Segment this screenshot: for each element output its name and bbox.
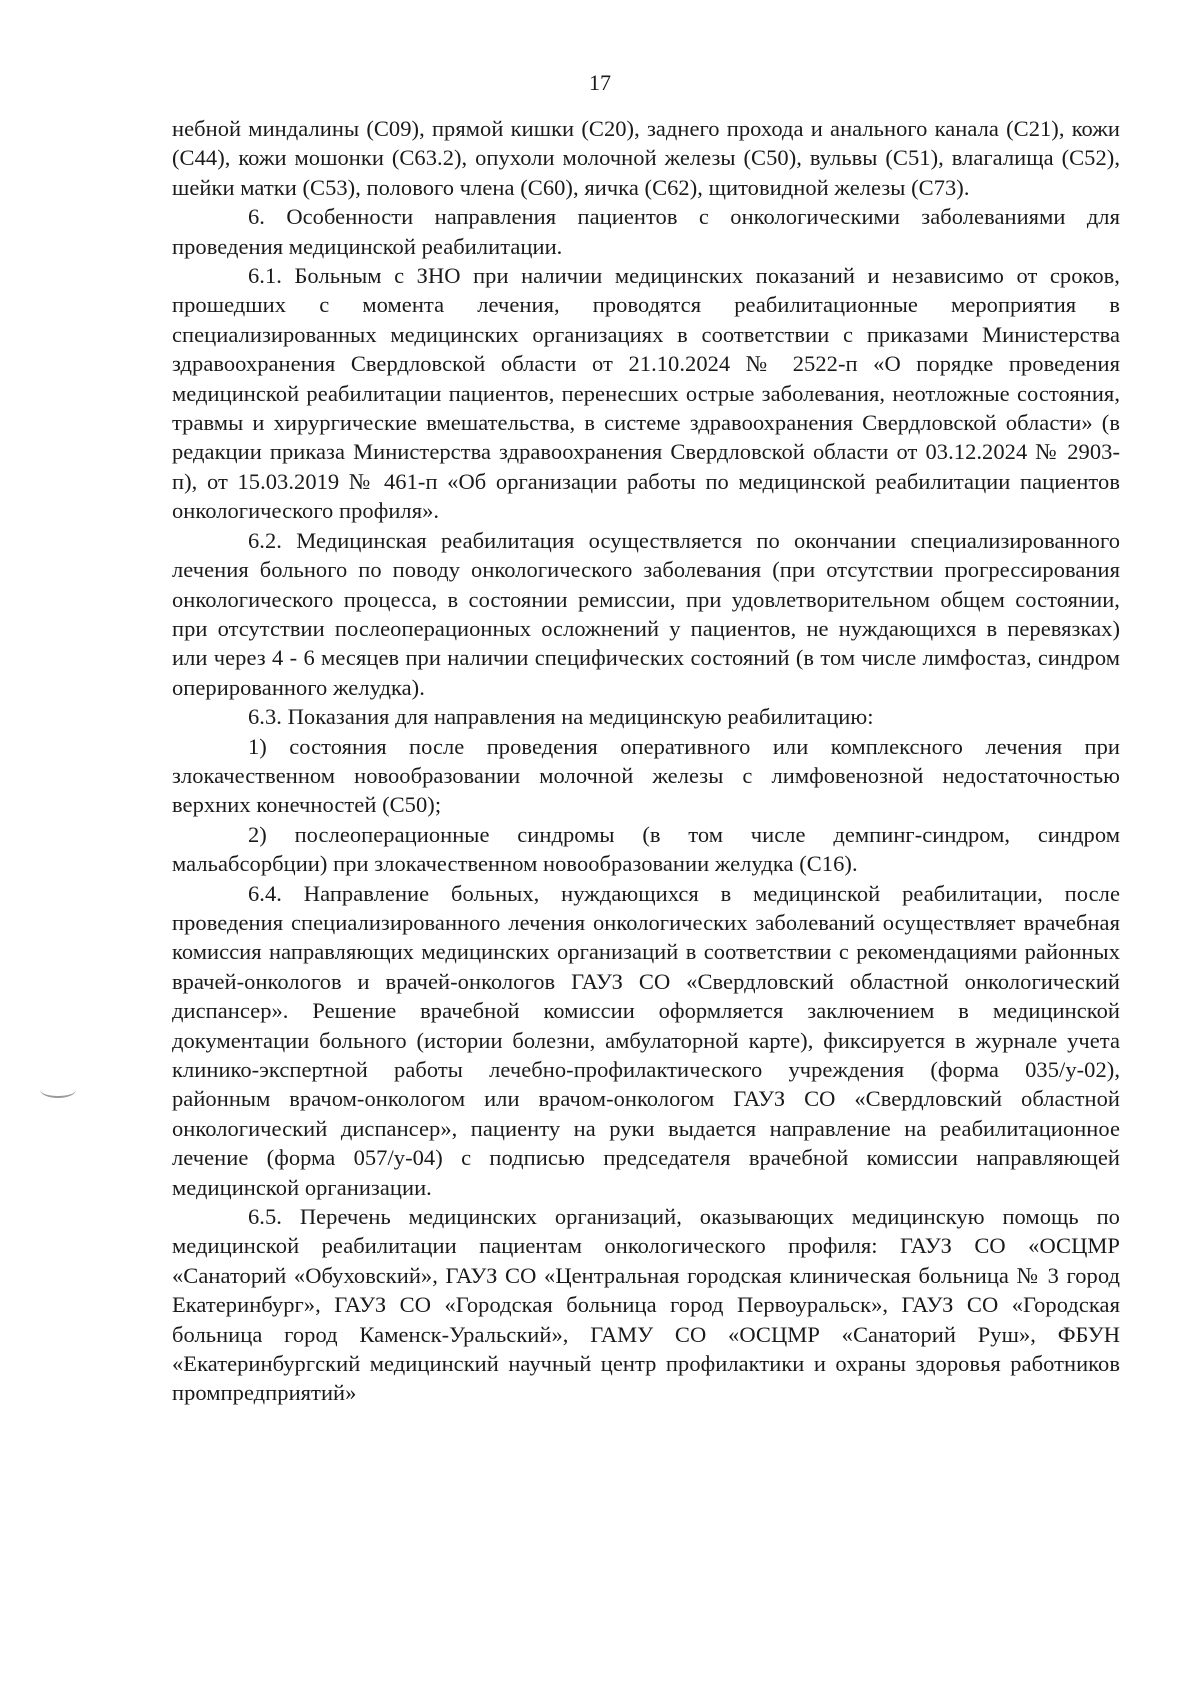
- document-body: [172, 114, 1120, 1408]
- list-item-2: 2) послеоперационные синдромы (в том числе демпинг-синдром, синдром мальабсорбции) при злокачественном новообразовании желудка (С16).: [172, 821, 1120, 877]
- paragraph-6-5: 6.5. Перечень медицинских организаций, оказывающих медицинскую помощь по медицинской реабилитации пациентам онкологического профиля: ГАУЗ СО «ОСЦМР «Санаторий «Обуховский», ГАУЗ СО «Центральная городская клиническая больница № 3 город Екатеринбург», ГАУЗ СО «Городская больница город Первоуральск», ГАУЗ СО «Городская больница город Каменск-Уральский», ГАМУ СО «ОСЦМР «Санаторий Руш», ФБУН «Екатеринбургский медицинский научный центр профилактики и охраны здоровья работников промпредприятий»: [172, 1204, 1120, 1406]
- paragraph-6-4: 6.4. Направление больных, нуждающихся в медицинской реабилитации, после проведения специализированного лечения онкологических заболеваний осуществляет врачебная комиссия направляющих медицинских организаций в соответствии с рекомендациями районных врачей-онкологов и врачей-онкологов ГАУЗ СО «Свердловский областной онкологический диспансер». Решение врачебной комиссии оформляется заключением в медицинской документации больного (истории болезни, амбулаторной карте), фиксируется в журнале учета клинико-экспертной работы лечебно-профилактического учреждения (форма 035/у-02), районным врачом-онкологом или врачом-онкологом ГАУЗ СО «Свердловский областной онкологический диспансер», пациенту на руки выдается направление на реабилитационное лечение (форма 057/у-04) с подписью председателя врачебной комиссии направляющей медицинской организации.: [172, 880, 1120, 1200]
- list-item-1: 1) состояния после проведения оперативного или комплексного лечения при злокачественном новообразовании молочной железы с лимфовенозной недостаточностью верхних конечностей (С50);: [172, 733, 1120, 818]
- paragraph-continuation: небной миндалины (С09), прямой кишки (С20), заднего прохода и анального канала (С21), кожи (С44), кожи мошонки (С63.2), опухоли молочной железы (С50), вульвы (С51), влагалища (С52), шейки матки (С53), полового члена (С60), яичка (С62), щитовидной железы (С73).: [172, 116, 1120, 200]
- paragraph-6-2: 6.2. Медицинская реабилитация осуществляется по окончании специализированного лечения больного по поводу онкологического заболевания (при отсутствии прогрессирования онкологического процесса, в состоянии ремиссии, при удовлетворительном общем состоянии, при отсутствии послеоперационных осложнений у пациентов, не нуждающихся в перевязках) или через 4 - 6 месяцев при наличии специфических состояний (в том числе лимфостаз, синдром оперированного желудка).: [172, 527, 1120, 700]
- section-6-heading: 6. Особенности направления пациентов с онкологическими заболеваниями для проведения медицинской реабилитации.: [172, 204, 1120, 259]
- scan-artifact-mark: [40, 1082, 76, 1098]
- paragraph-6-3: 6.3. Показания для направления на медицинскую реабилитацию:: [248, 704, 874, 730]
- page-number: 17: [589, 70, 611, 95]
- paragraph-6-1: 6.1. Больным с ЗНО при наличии медицинских показаний и независимо от сроков, прошедших с момента лечения, проводятся реабилитационные мероприятия в специализированных медицинских организациях в соответствии с приказами Министерства здравоохранения Свердловской области от 21.10.2024 № 2522-п «О порядке проведения медицинской реабилитации пациентов, перенесших острые заболевания, неотложные состояния, травмы и хирургические вмешательства, в системе здравоохранения Свердловской области» (в редакции приказа Министерства здравоохранения Свердловской области от 03.12.2024 № 2903-п), от 15.03.2019 № 461-п «Об организации работы по медицинской реабилитации пациентов онкологического профиля».: [172, 263, 1120, 524]
